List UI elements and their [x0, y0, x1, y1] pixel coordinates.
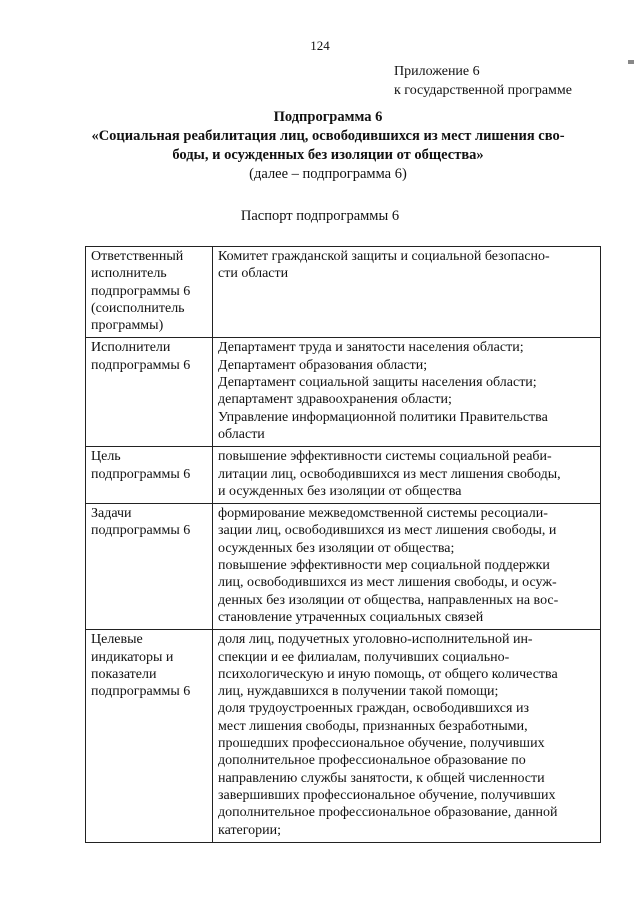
row-value-cell: [213, 447, 601, 504]
row-value-cell: [213, 247, 601, 338]
row-value-line: лиц, освободившихся из мест лишения свободы, и осуж-: [218, 575, 557, 591]
table-row: [86, 247, 601, 338]
row-label-line: подпрограммы 6: [91, 283, 191, 299]
row-label-line: исполнитель: [91, 266, 167, 282]
row-value-line: категории;: [218, 822, 282, 838]
row-label-line: индикаторы и: [91, 649, 174, 665]
row-value-line: литации лиц, освободившихся из мест лишения свободы,: [218, 466, 561, 482]
table-row: [86, 447, 601, 504]
row-value-line: формирование межведомственной системы ресоциали-: [218, 506, 548, 522]
subprogram-heading: Подпрограмма 6: [273, 109, 383, 125]
row-value-line: денных без изоляции от общества, направленных на вос-: [218, 592, 559, 608]
subprogram-title: [70, 108, 586, 184]
row-value-line: доля лиц, подучетных уголовно-исполнительной ин-: [218, 632, 533, 648]
row-value-line: завершивших профессиональное обучение, получивших: [218, 787, 556, 803]
row-label-cell: [86, 504, 213, 630]
row-label-line: (соисполнитель: [91, 300, 185, 316]
subprogram-name-line-2: боды, и осужденных без изоляции от общества»: [172, 147, 484, 163]
row-value-line: прошедших профессиональное обучение, получивших: [218, 736, 545, 752]
row-value-line: дополнительное профессиональное образование по: [218, 753, 526, 769]
row-value-line: Управление информационной политики Правительства: [218, 409, 548, 425]
table-row: [86, 630, 601, 843]
row-value-line: зации лиц, освободившихся из мест лишения свободы, и: [218, 523, 557, 539]
row-label-cell: [86, 630, 213, 843]
row-label-line: Целевые: [91, 632, 143, 648]
row-value-line: повышение эффективности мер социальной поддержки: [218, 558, 550, 574]
row-value-line: спекции и ее филиалам, получивших социально-: [218, 649, 510, 665]
subprogram-note: (далее – подпрограмма 6): [249, 166, 407, 182]
row-label-line: Ответственный: [91, 249, 184, 264]
row-value-line: осужденных без изоляции от общества;: [218, 540, 455, 556]
row-value-line: Департамент социальной защиты населения области;: [218, 375, 537, 391]
appendix-caption: [394, 62, 572, 100]
row-value-line: области: [218, 426, 265, 442]
row-label-line: показатели: [91, 666, 157, 682]
row-label-cell: [86, 247, 213, 338]
appendix-line-2: к государственной программе: [394, 83, 572, 98]
table-row: [86, 338, 601, 447]
row-label-line: подпрограммы 6: [91, 466, 191, 482]
table-row: [86, 504, 601, 630]
row-value-line: направлению службы занятости, к общей численности: [218, 770, 545, 786]
row-label-line: подпрограммы 6: [91, 523, 191, 539]
subprogram-name-line-1: «Социальная реабилитация лиц, освободившихся из мест лишения сво-: [91, 128, 565, 144]
passport-table: [85, 246, 601, 843]
row-value-line: Комитет гражданской защиты и социальной безопасно-: [218, 249, 550, 264]
row-label-cell: [86, 447, 213, 504]
row-value-line: и осужденных без изоляции от общества: [218, 483, 462, 499]
row-value-line: департамент здравоохранения области;: [218, 392, 452, 408]
row-value-cell: [213, 504, 601, 630]
appendix-line-1: Приложение 6: [394, 64, 480, 79]
row-value-line: доля трудоустроенных граждан, освободившихся из: [218, 701, 529, 717]
row-value-line: становление утраченных социальных связей: [218, 609, 484, 625]
row-value-cell: [213, 630, 601, 843]
scan-artifact: [628, 60, 634, 64]
row-value-cell: [213, 338, 601, 447]
row-value-line: мест лишения свободы, признанных безработными,: [218, 718, 528, 734]
row-label-line: Исполнители: [91, 340, 171, 356]
row-value-line: Департамент труда и занятости населения области;: [218, 340, 524, 356]
row-label-line: Цель: [91, 449, 121, 465]
row-value-line: Департамент образования области;: [218, 357, 428, 373]
row-value-line: психологическую и иную помощь, от общего количества: [218, 666, 558, 682]
page-number: 124: [310, 38, 330, 53]
row-label-line: программы): [91, 318, 164, 334]
row-label-line: Задачи: [91, 506, 132, 522]
row-label-line: подпрограммы 6: [91, 684, 191, 700]
row-value-line: лиц, нуждавшихся в получении такой помощи;: [218, 684, 499, 700]
passport-title: Паспорт подпрограммы 6: [240, 208, 400, 224]
row-value-line: сти области: [218, 266, 289, 282]
row-value-line: повышение эффективности системы социальной реаби-: [218, 449, 552, 465]
row-value-line: дополнительное профессиональное образование, данной: [218, 805, 558, 821]
row-label-cell: [86, 338, 213, 447]
row-label-line: подпрограммы 6: [91, 357, 191, 373]
